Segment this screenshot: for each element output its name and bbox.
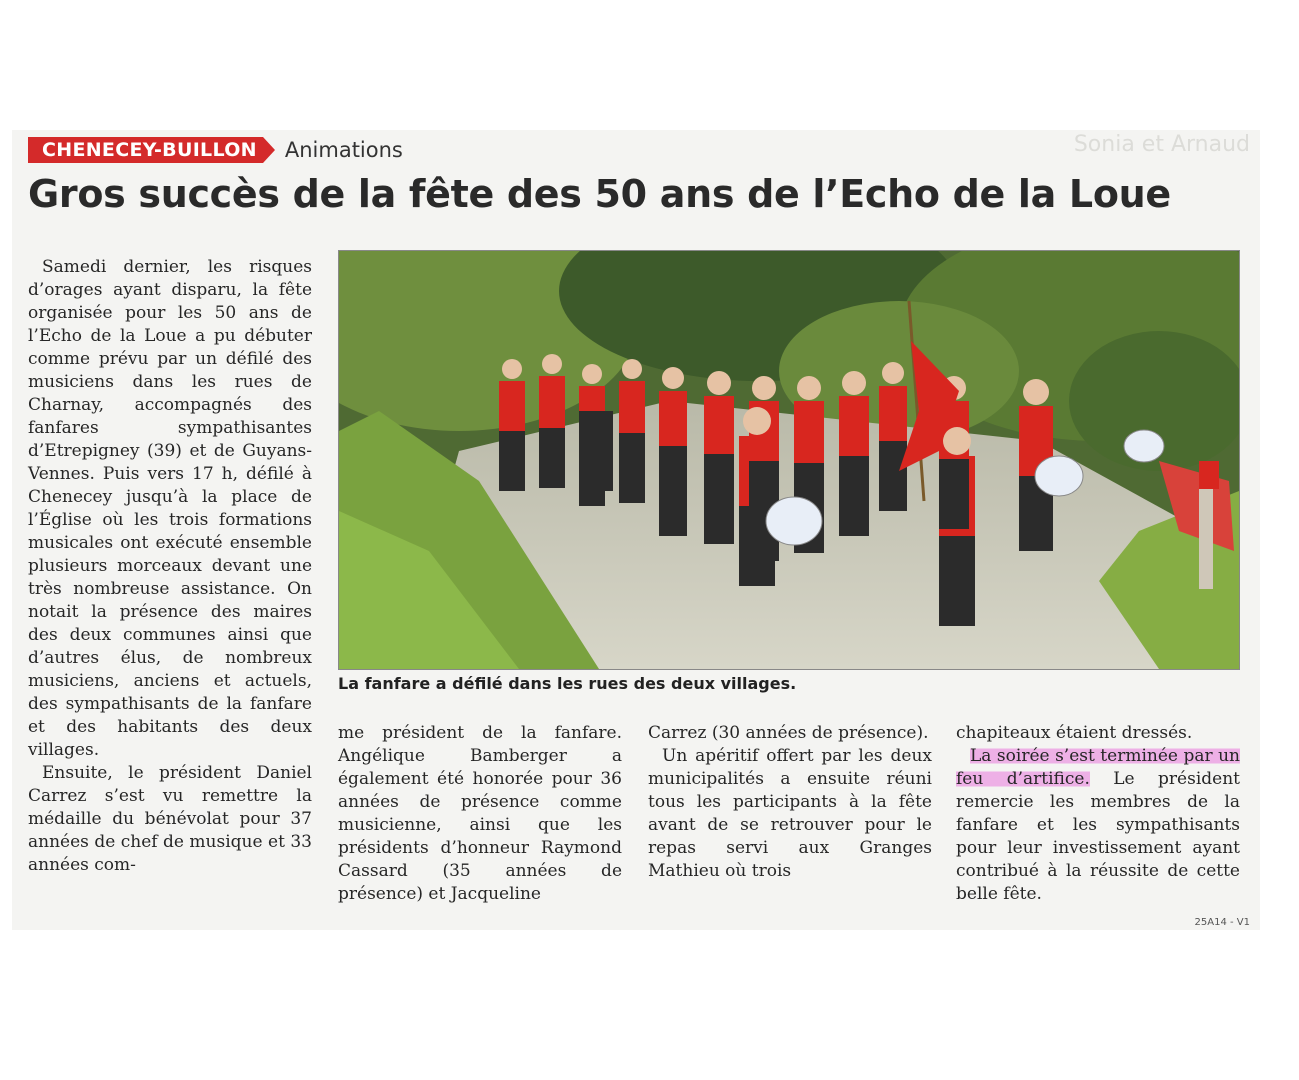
paragraph: Samedi dernier, les risques d’orages ayant disparu, la fête organisée pour les 50 ans de l’Echo de la Loue a pu débuter comme prévu par un défilé des musiciens dans les rues de Charnay, accompagnés des fanfares sympathisantes d’Etrepigney (39) et de Guyans-Vennes. Puis vers 17 h, défilé à Chenecey jusqu’à la place de l’Église où les trois formations musicales ont exécuté ensemble plusieurs morceaux devant une très nombreuse assistance. On notait la présence des maires des deux communes ainsi que d’autres élus, de nombreux musiciens, anciens et actuels, des sympathisants de la fanfare et des habitants des deux villages.	[28, 257, 312, 760]
column-4	[956, 722, 1240, 906]
newspaper-clipping	[12, 130, 1260, 930]
paragraph: me président de la fanfare. Angélique Bamberger a également été honorée pour 36 années de présence comme musicienne, ainsi que les présidents d’honneur Raymond Cassard (35 années de présence) et Jacqueline	[338, 723, 622, 904]
paragraph: Ensuite, le président Daniel Carrez s’est vu remettre la médaille du bénévolat pour 37 années de chef de musique et 33 années com-	[28, 763, 312, 875]
paragraph: Un apéritif offert par les deux municipalités a ensuite réuni tous les participants à la fête avant de se retrouver pour le repas servi aux Granges Mathieu où trois	[648, 746, 932, 881]
paragraph: Carrez (30 années de présence).	[648, 723, 929, 743]
headline: Gros succès de la fête des 50 ans de l’Echo de la Loue	[28, 172, 1171, 216]
section-label: Animations	[284, 138, 403, 162]
bleed-through-text: Sonia et Arnaud	[1073, 132, 1250, 157]
paragraph	[956, 745, 1240, 906]
column-3	[648, 722, 932, 883]
paragraph-rest: Le président remercie les membres de la fanfare et les sympathisants pour leur investissement ayant contribué à la réussite de cette belle fête.	[956, 769, 1240, 904]
parade-photo	[338, 250, 1240, 670]
parade-photo-image	[339, 251, 1239, 669]
photo-caption: La fanfare a défilé dans les rues des deux villages.	[338, 674, 797, 693]
highlighted-sentence: La soirée s’est terminée par un feu d’artifice.	[956, 746, 1240, 789]
kicker	[28, 136, 403, 164]
location-rubric: CHENECEY-BUILLON	[28, 137, 263, 163]
column-1	[28, 256, 312, 877]
paragraph: chapiteaux étaient dressés.	[956, 723, 1193, 743]
column-2	[338, 722, 622, 906]
page-reference: 25A14 - V1	[1194, 917, 1250, 928]
